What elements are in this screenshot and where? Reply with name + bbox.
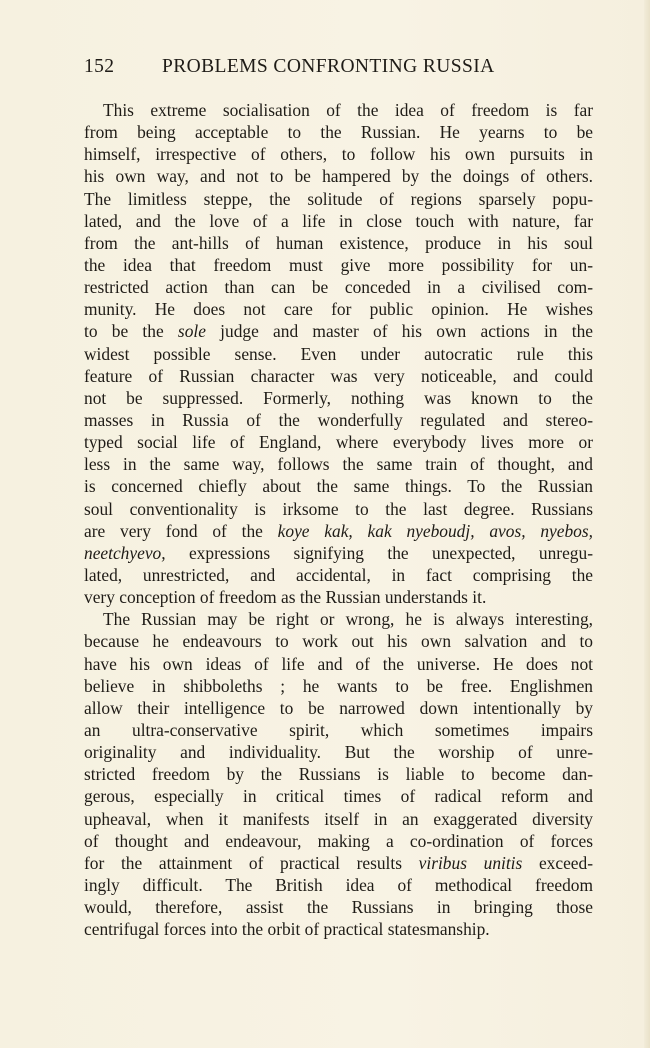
- italic-text: viribus unitis: [418, 852, 523, 873]
- text-run: typed social life of England, where everybody lives more or: [84, 432, 593, 453]
- text-run: This extreme socialisation of the idea of freedom is far: [103, 100, 593, 120]
- text-line: [84, 564, 593, 586]
- text-line: [84, 188, 593, 210]
- text-line: [84, 542, 593, 564]
- text-run: himself, irrespective of others, to follow his own pursuits in: [84, 144, 593, 165]
- text-run: less in the same way, follows the same train of thought, and: [84, 454, 593, 475]
- text-line: [84, 830, 593, 852]
- text-run: lated, unrestricted, and accidental, in fact comprising the: [84, 564, 593, 585]
- text-run: expressions signifying the unexpected, unregu-: [165, 542, 593, 563]
- text-line: [84, 143, 593, 165]
- text-run: gerous, especially in critical times of radical reform and: [84, 786, 593, 807]
- text-line: [84, 453, 593, 475]
- text-run: is concerned chiefly about the same things. To the Russian: [84, 476, 593, 497]
- page-number: 152: [84, 56, 115, 77]
- text-line: [84, 475, 593, 497]
- text-line: [84, 741, 593, 763]
- italic-text: sole: [177, 321, 206, 342]
- text-run: allow their intelligence to be narrowed down intentionally by: [84, 697, 593, 718]
- text-run: not be suppressed. Formerly, nothing was known to the: [84, 387, 593, 408]
- page-edge: [644, 0, 650, 1048]
- paragraph: [84, 99, 593, 608]
- text-line: [84, 653, 593, 675]
- text-run: feature of Russian character was very noticeable, and could: [84, 365, 593, 386]
- text-run: believe in shibboleths ; he wants to be free. Englishmen: [84, 675, 593, 696]
- text-run: an ultra-conservative spirit, which sometimes impairs: [84, 719, 593, 740]
- text-run: soul conventionality is irksome to the last degree. Russians: [84, 498, 593, 519]
- text-line: [84, 232, 593, 254]
- text-run: are very fond of the: [84, 520, 278, 541]
- text-run: exceed-: [522, 852, 594, 873]
- italic-text: neetchyevo,: [84, 542, 166, 563]
- text-line: [84, 276, 593, 298]
- text-run: because he endeavours to work out his own salvation and to: [84, 631, 593, 652]
- text-line: [84, 365, 593, 387]
- page-header: [84, 54, 594, 84]
- text-run: to be the: [84, 321, 178, 342]
- text-line: [84, 630, 593, 652]
- text-run: lated, and the love of a life in close touch with nature, far: [84, 210, 593, 231]
- text-line: [84, 785, 593, 807]
- text-run: judge and master of his own actions in the: [205, 321, 593, 342]
- text-run: originality and individuality. But the worship of unre-: [84, 742, 593, 763]
- text-run: The Russian may be right or wrong, he is always interesting,: [103, 609, 593, 630]
- text-line: [84, 808, 593, 830]
- text-line: [84, 498, 593, 520]
- text-run: of thought and endeavour, making a co-ordination of forces: [84, 830, 593, 851]
- text-run: his own way, and not to be hampered by the doings of others.: [84, 166, 593, 187]
- text-line: [84, 874, 593, 896]
- text-run: from being acceptable to the Russian. He yearns to be: [84, 122, 593, 143]
- text-line: [84, 387, 593, 409]
- text-run: very conception of freedom as the Russian understands it.: [84, 587, 487, 608]
- paragraph: [84, 608, 593, 940]
- italic-text: koye kak, kak nyeboudj, avos, nyebos,: [277, 520, 593, 541]
- text-line: [84, 121, 593, 143]
- text-run: upheaval, when it manifests itself in an exaggerated diversity: [84, 808, 593, 829]
- running-title: PROBLEMS CONFRONTING RUSSIA: [162, 56, 495, 77]
- text-run: munity. He does not care for public opinion. He wishes: [84, 299, 593, 320]
- text-line: [84, 409, 593, 431]
- text-line: [84, 520, 593, 542]
- text-line: [84, 852, 593, 874]
- text-run: have his own ideas of life and of the universe. He does not: [84, 653, 593, 674]
- text-line: [84, 210, 593, 232]
- text-line: [84, 763, 593, 785]
- text-line: [84, 608, 593, 630]
- text-run: would, therefore, assist the Russians in bringing those: [84, 897, 593, 918]
- text-line: [84, 697, 593, 719]
- text-line: [84, 165, 593, 187]
- text-line: [84, 254, 593, 276]
- text-run: from the ant-hills of human existence, produce in his soul: [84, 232, 593, 253]
- text-run: centrifugal forces into the orbit of practical statesmanship.: [84, 919, 490, 940]
- text-run: restricted action than can be conceded in a civilised com-: [84, 277, 593, 298]
- text-line: [84, 99, 593, 121]
- body-text: [84, 99, 593, 940]
- text-line: [84, 431, 593, 453]
- text-run: masses in Russia of the wonderfully regulated and stereo-: [84, 409, 593, 430]
- text-line: [84, 343, 593, 365]
- text-run: ingly difficult. The British idea of methodical freedom: [84, 874, 593, 895]
- text-run: stricted freedom by the Russians is liable to become dan-: [84, 764, 593, 785]
- text-run: the idea that freedom must give more possibility for un-: [84, 254, 593, 275]
- text-line: [84, 918, 593, 940]
- text-run: The limitless steppe, the solitude of regions sparsely popu-: [84, 188, 593, 209]
- text-line: [84, 320, 593, 342]
- text-line: [84, 298, 593, 320]
- text-run: widest possible sense. Even under autocratic rule this: [84, 343, 593, 364]
- text-line: [84, 896, 593, 918]
- text-run: for the attainment of practical results: [84, 852, 419, 873]
- text-line: [84, 719, 593, 741]
- text-line: [84, 586, 593, 608]
- text-line: [84, 675, 593, 697]
